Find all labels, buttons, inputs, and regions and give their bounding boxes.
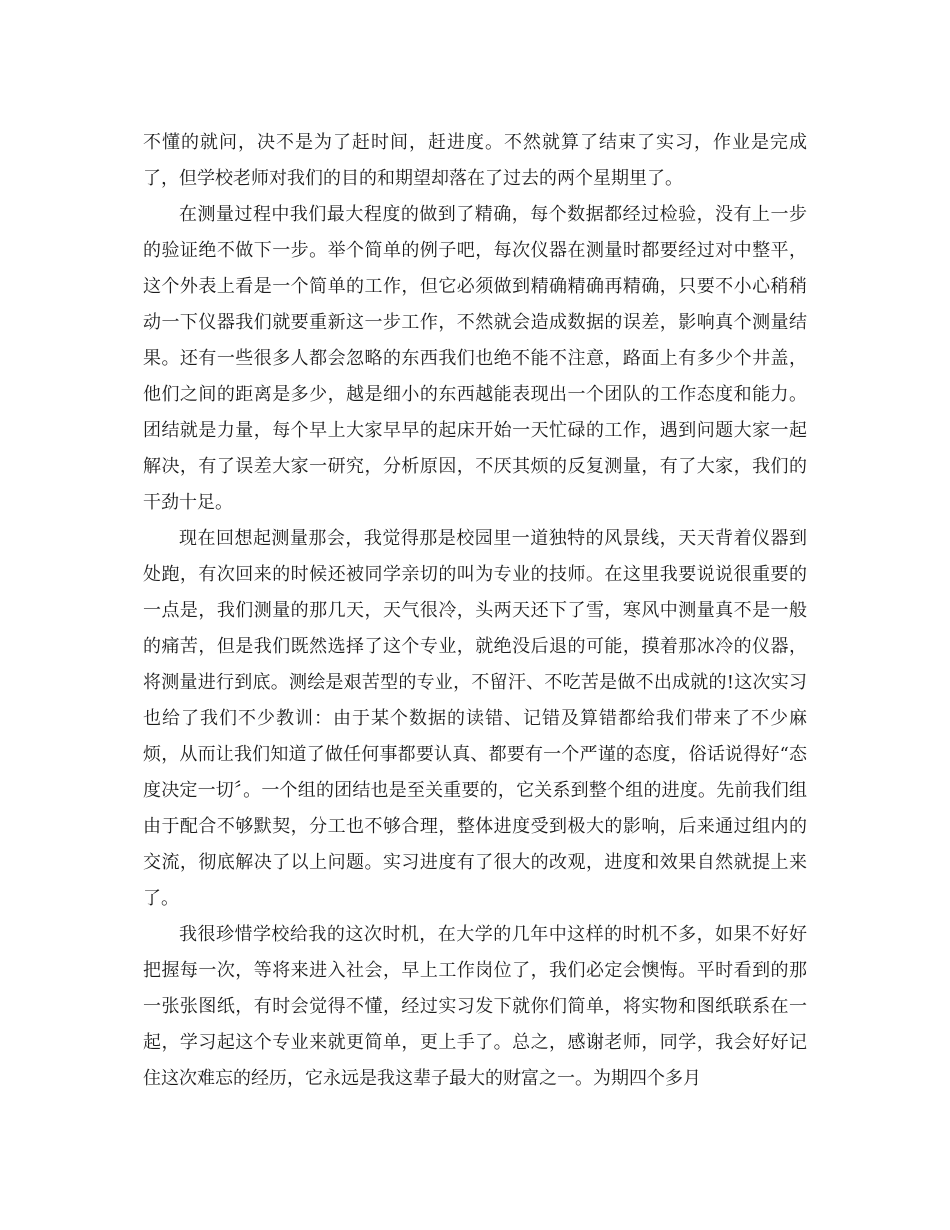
paragraph-3: 现在回想起测量那会，我觉得那是校园里一道独特的风景线，天天背着仪器到处跑，有次回来的时候还被同学亲切的叫为专业的技师。在这里我要说说很重要的一点是，我们测量的那几天，天气很冷，头两天还下了雪，寒风中测量真不是一般的痛苦，但是我们既然选择了这个专业，就绝没后退的可能，摸着那冰冷的仪器，将测量进行到底。测绘是艰苦型的专业，不留汗、不吃苦是做不出成就的!这次实习也给了我们不少教训：由于某个数据的读错、记错及算错都给我们带来了不少麻烦，从而让我们知道了做任何事都要认真、都要有一个严谨的态度，俗话说得好“态度决定一切〞。一个组的团结也是至关重要的，它关系到整个组的进度。先前我们组由于配合不够默契，分工也不够合理，整体进度受到极大的影响，后来通过组内的交流，彻底解决了以上问题。实习进度有了很大的改观，进度和效果自然就提上来了。 <box>143 528 807 909</box>
paragraph-1: 不懂的就问，决不是为了赶时间，赶进度。不然就算了结束了实习，作业是完成了，但学校老师对我们的目的和期望却落在了过去的两个星期里了。 <box>143 132 807 189</box>
document-body <box>143 125 807 1097</box>
paragraph-2: 在测量过程中我们最大程度的做到了精确，每个数据都经过检验，没有上一步的验证绝不做下一步。举个简单的例子吧，每次仪器在测量时都要经过对中整平，这个外表上看是一个简单的工作，但它必须做到精确精确再精确，只要不小心稍稍动一下仪器我们就要重新这一步工作，不然就会造成数据的误差，影响真个测量结果。还有一些很多人都会忽略的东西我们也绝不能不注意，路面上有多少个井盖，他们之间的距离是多少，越是细小的东西越能表现出一个团队的工作态度和能力。团结就是力量，每个早上大家早早的起床开始一天忙碌的工作，遇到问题大家一起解决，有了误差大家一研究，分析原因，不厌其烦的反复测量，有了大家，我们的干劲十足。 <box>143 204 807 513</box>
paragraph-4: 我很珍惜学校给我的这次时机，在大学的几年中这样的时机不多，如果不好好把握每一次，等将来进入社会，早上工作岗位了，我们必定会懊悔。平时看到的那一张张图纸，有时会觉得不懂，经过实习发下就你们简单，将实物和图纸联系在一起，学习起这个专业来就更简单，更上手了。总之，感谢老师，同学，我会好好记住这次难忘的经历，它永远是我这辈子最大的财富之一。为期四个多月 <box>143 924 807 1089</box>
